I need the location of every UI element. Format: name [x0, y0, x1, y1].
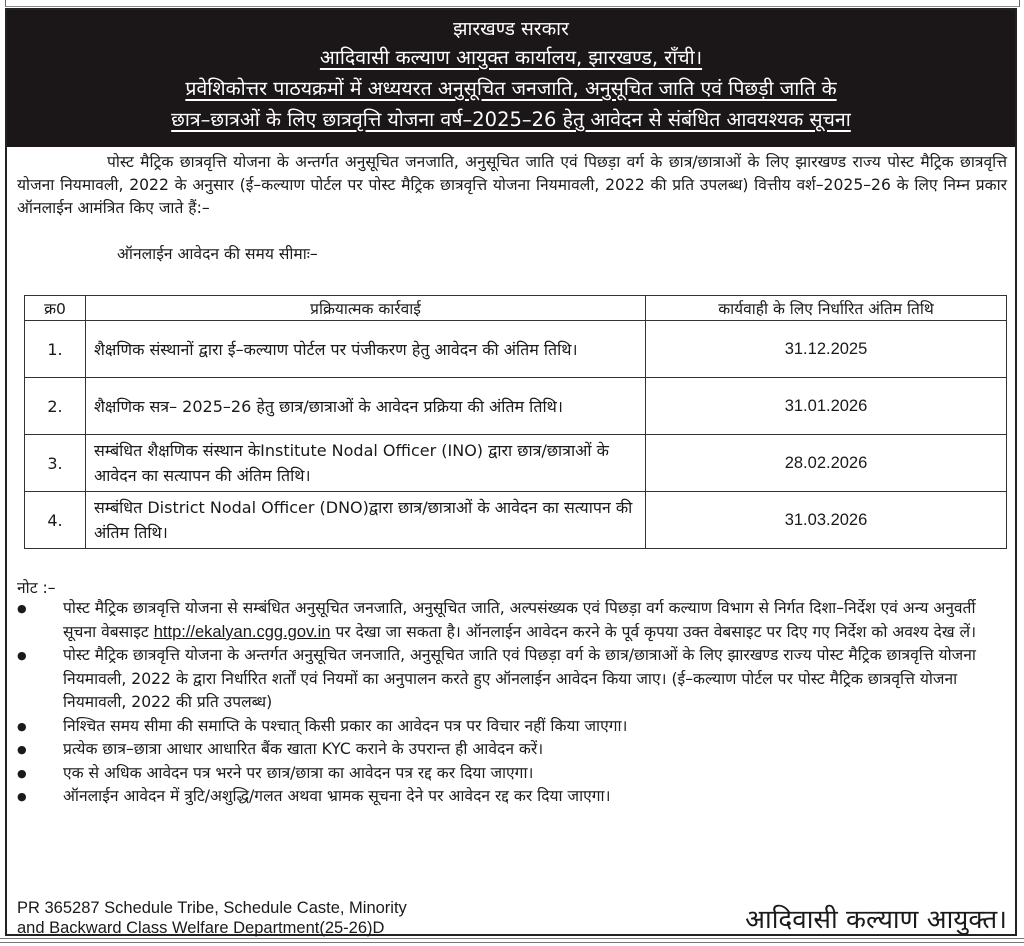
notice-frame [5, 8, 1017, 936]
bottom-rule [0, 938, 1024, 943]
press-release-ref [17, 898, 407, 938]
signatory: आदिवासी कल्याण आयुक्त। [745, 905, 1007, 935]
time-limit-label: ऑनलाईन आवेदन की समय सीमाः– [117, 245, 318, 263]
col-header-serial: क्र0 [25, 296, 86, 321]
notice-header [7, 10, 1015, 147]
note-text: पर देखा जा सकता है। ऑनलाईन आवेदन करने के पूर्व कृपया उक्त वेबसाइट पर दिए गए निर्देश को अवश्य देख लें। [335, 622, 977, 641]
table-row [25, 321, 1007, 378]
row-date: 31.03.2026 [646, 492, 1007, 549]
intro-text: पोस्ट मैट्रिक छात्रवृत्ति योजना के अन्तर्गत अनुसूचित जनजाति, अनुसूचित जाति एवं पिछड़ा वर्ग के छात्र/छात्राओं के लिए झारखण्ड राज्य पोस्ट मैट्रिक छात्रवृत्ति योजना नियमावली, 2022 के अनुसार (ई–कल्याण पोर्टल पर पोस्ट मैट्रिक छात्रवृत्ति योजना नियमावली, 2022 की प्रति उपलब्ध) वित्तीय वर्श–2025–26 के लिए निम्न प्रकार ऑनलाईन आमंत्रित किए जाते हैं:– [17, 153, 1007, 217]
row-action: शैक्षणिक सत्र– 2025–26 हेतु छात्र/छात्राओं के आवेदन प्रक्रिया की अंतिम तिथि। [86, 378, 646, 435]
ekalyan-website-link[interactable]: http://ekalyan.cgg.gov.in [153, 622, 331, 641]
table-header-row [25, 296, 1007, 321]
row-date: 31.12.2025 [646, 321, 1007, 378]
subject-line-2: छात्र–छात्रओं के लिए छात्रवृत्ति योजना वर्ष–2025–26 हेतु आवेदन से संबंधित आवयश्यक सूचना [171, 108, 851, 131]
note-item: ● एक से अधिक आवेदन पत्र भरने पर छात्र/छात्रा का आवेदन पत्र रद्द कर दिया जाएगा। [17, 762, 1012, 786]
note-text: पोस्ट मैट्रिक छात्रवृत्ति योजना से सम्बंधित अनुसूचित जनजाति, अनुसूचित जाति, अल्पसंख्यक एवं पिछड़ा वर्ग कल्याण विभाग से निर्गत दिशा–निर्देश एवं अन्य अनुवर्ती सूचना वेबसाइट [63, 599, 976, 641]
pr-line-2: and Backward Class Welfare Department(25-26)D [17, 919, 385, 937]
note-item: ● प्रत्येक छात्र–छात्रा आधार आधारित बैंक खाता KYC कराने के उपरान्त ही आवेदन करें। [17, 738, 1012, 762]
notes-list [17, 597, 1012, 809]
row-serial: 3. [25, 435, 86, 492]
row-action: सम्बंधित District Nodal Officer (DNO)द्वारा छात्र/छात्राओं के आवेदन का सत्यापन की अंतिम तिथि। [86, 492, 646, 549]
note-item: ● निश्चित समय सीमा की समाप्ति के पश्चात् किसी प्रकार का आवेदन पत्र पर विचार नहीं किया जाएगा। [17, 715, 1012, 739]
intro-paragraph [17, 151, 1007, 220]
schedule-table [24, 295, 1007, 549]
col-header-date: कार्यवाही के लिए निर्धारित अंतिम तिथि [646, 296, 1007, 321]
table-row [25, 378, 1007, 435]
row-date: 28.02.2026 [646, 435, 1007, 492]
notes-label: नोट :– [17, 579, 56, 597]
note-item: ● ऑनलाईन आवेदन में त्रुटि/अशुद्धि/गलत अथवा भ्रामक सूचना देने पर आवेदन रद्द कर दिया जाएगा। [17, 785, 1012, 809]
top-rule [5, 0, 1020, 7]
office-title: आदिवासी कल्याण आयुक्त कार्यालय, झारखण्ड, राँची। [319, 46, 703, 69]
government-title: झारखण्ड सरकार [453, 18, 569, 40]
subject-line-1: प्रवेशिकोत्तर पाठयक्रमों में अध्ययरत अनुसूचित जनजाति, अनुसूचित जाति एवं पिछड़ी जाति के [185, 77, 837, 100]
row-date: 31.01.2026 [646, 378, 1007, 435]
table-row [25, 435, 1007, 492]
note-item: ● पोस्ट मैट्रिक छात्रवृत्ति योजना के अन्तर्गत अनुसूचित जनजाति, अनुसूचित जाति एवं पिछड़ा वर्ग के छात्र/छात्राओं के लिए झारखण्ड राज्य पोस्ट मैट्रिक छात्रवृत्ति योजना नियमावली, 2022 के द्वारा निर्धारित शर्तों एवं नियमों का अनुपालन करते हुए ऑनलाईन आवेदन किया जाए। (ई–कल्याण पोर्टल पर पोस्ट मैट्रिक छात्रवृत्ति योजना नियमावली, 2022 की प्रति उपलब्ध) [17, 644, 1012, 715]
row-serial: 1. [25, 321, 86, 378]
row-action: शैक्षणिक संस्थानों द्वारा ई–कल्याण पोर्टल पर पंजीकरण हेतु आवेदन की अंतिम तिथि। [86, 321, 646, 378]
row-serial: 4. [25, 492, 86, 549]
table-row [25, 492, 1007, 549]
note-item [17, 597, 1012, 644]
col-header-action: प्रक्रियात्मक कार्रवाई [86, 296, 646, 321]
pr-line-1: PR 365287 Schedule Tribe, Schedule Caste, Minority [17, 899, 407, 917]
row-action: सम्बंधित शैक्षणिक संस्थान केInstitute Nodal Officer (INO) द्वारा छात्र/छात्राओं के आवेदन का सत्यापन की अंतिम तिथि। [86, 435, 646, 492]
row-serial: 2. [25, 378, 86, 435]
